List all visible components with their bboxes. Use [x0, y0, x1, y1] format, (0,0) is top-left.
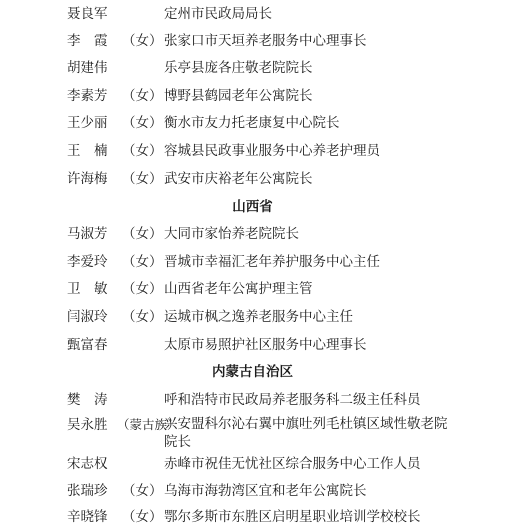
list-item: [0, 276, 505, 302]
person-name: 李素芳: [67, 88, 108, 104]
person-tag: （女）: [122, 226, 163, 242]
person-tag: （女）: [122, 115, 163, 131]
person-name: 辛晓锋: [67, 509, 108, 525]
person-name: 吴永胜: [67, 417, 108, 433]
list-item: [0, 28, 505, 54]
person-name: 胡建伟: [67, 60, 108, 76]
person-tag: （女）: [122, 483, 163, 499]
list-item: [0, 304, 505, 330]
person-position: 兴安盟科尔沁右翼中旗吐列毛杜镇区域性敬老院院长: [164, 416, 448, 450]
section-heading-shanxi: 山西省: [232, 199, 273, 215]
list-item: [0, 412, 505, 452]
person-name: 李 霞: [67, 33, 108, 49]
person-position: 赤峰市祝佳无忧社区综合服务中心工作人员: [164, 456, 421, 472]
person-tag: （女）: [122, 88, 163, 104]
person-name: 许海梅: [67, 171, 108, 187]
person-position: 容城县民政事业服务中心养老护理员: [164, 143, 380, 159]
person-position: 定州市民政局局长: [164, 6, 272, 22]
list-item: [0, 83, 505, 109]
list-item: [0, 478, 505, 504]
person-position: 晋城市幸福汇老年养护服务中心主任: [164, 254, 380, 270]
person-name: 卫 敏: [67, 281, 108, 297]
person-position: 大同市家怡养老院院长: [164, 226, 299, 242]
person-position: 山西省老年公寓护理主管: [164, 281, 313, 297]
person-tag: （女）: [122, 254, 163, 270]
list-item: [0, 138, 505, 164]
person-tag: （女）: [122, 281, 163, 297]
list-item: [0, 504, 505, 530]
person-name: 张瑞珍: [67, 483, 108, 499]
person-position: 运城市枫之逸养老服务中心主任: [164, 309, 353, 325]
person-tag: （女）: [122, 143, 163, 159]
person-position: 衡水市友力托老康复中心院长: [164, 115, 340, 131]
person-position: 张家口市天垣养老服务中心理事长: [164, 33, 367, 49]
list-item: [0, 387, 505, 413]
person-tag: （女）: [122, 309, 163, 325]
person-position: 博野县鹤园老年公寓院长: [164, 88, 313, 104]
person-name: 聂良军: [67, 6, 108, 22]
person-tag: （女）: [122, 509, 163, 525]
person-position: 乐亭县庞各庄敬老院院长: [164, 60, 313, 76]
list-item: [0, 221, 505, 247]
person-tag: （蒙古族）: [117, 417, 180, 432]
person-position: 乌海市海勃湾区宜和老年公寓院长: [164, 483, 367, 499]
person-position: 呼和浩特市民政局养老服务科二级主任科员: [164, 392, 421, 408]
person-name: 王少丽: [67, 115, 108, 131]
person-position: 鄂尔多斯市东胜区启明星职业培训学校校长: [164, 509, 421, 525]
person-tag: （女）: [122, 33, 163, 49]
list-item: [0, 249, 505, 275]
section-heading-inner-mongolia: 内蒙古自治区: [212, 364, 293, 380]
person-name: 马淑芳: [67, 226, 108, 242]
list-item: [0, 451, 505, 477]
list-item: [0, 1, 505, 27]
person-name: 宋志权: [67, 456, 108, 472]
person-name: 闫淑玲: [67, 309, 108, 325]
person-position: 武安市庆裕老年公寓院长: [164, 171, 313, 187]
person-name: 李爱玲: [67, 254, 108, 270]
list-item: [0, 110, 505, 136]
person-name: 甄富春: [67, 337, 108, 353]
person-tag: （女）: [122, 171, 163, 187]
list-item: [0, 166, 505, 192]
list-item: [0, 55, 505, 81]
person-name: 樊 涛: [67, 392, 108, 408]
person-name: 王 楠: [67, 143, 108, 159]
person-position: 太原市易照护社区服务中心理事长: [164, 337, 367, 353]
list-item: [0, 332, 505, 358]
